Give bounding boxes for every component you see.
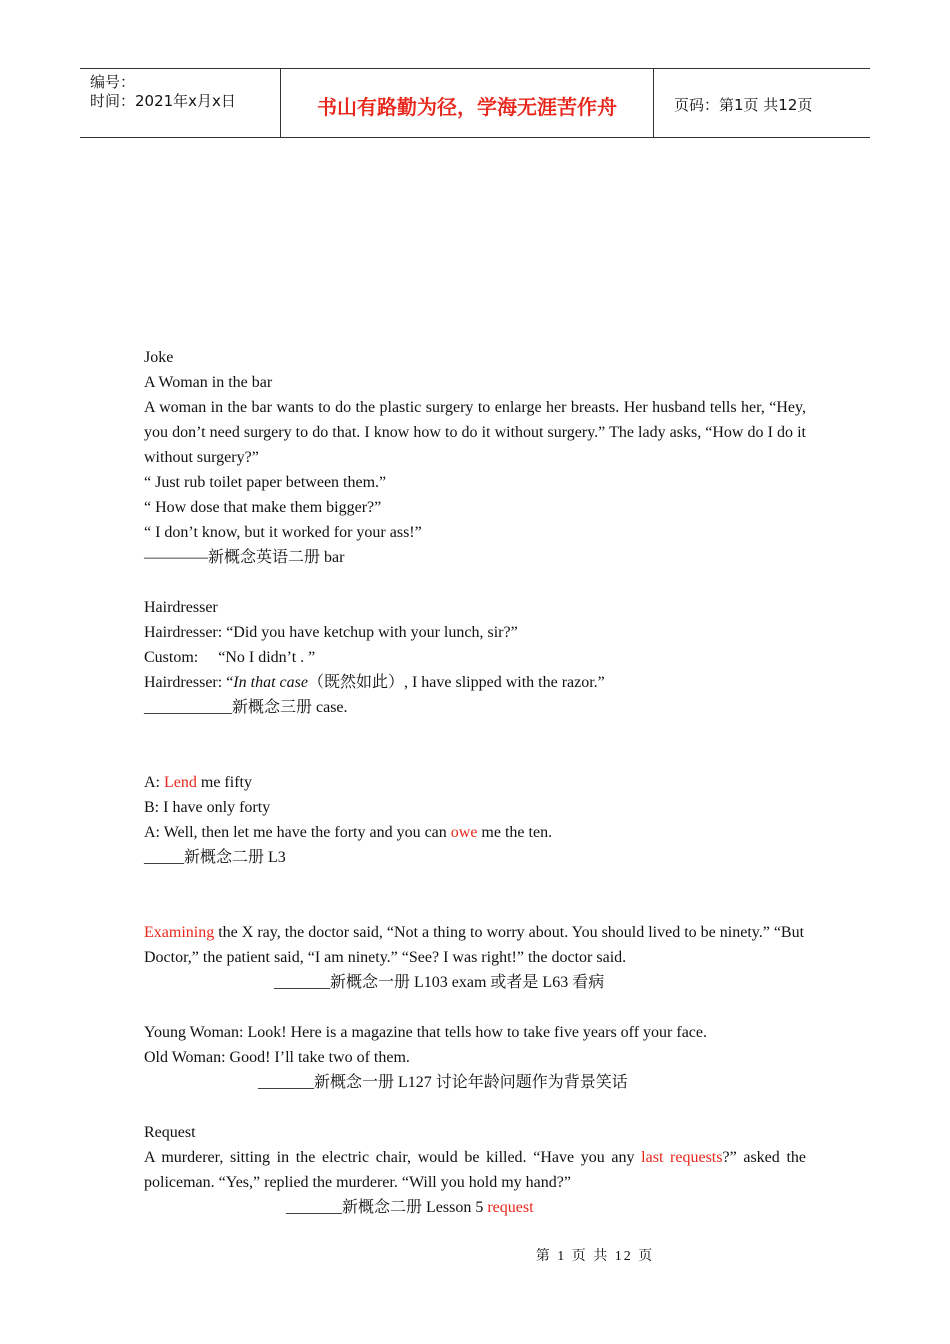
dialogue-line: Hairdresser: “Did you have ketchup with your lunch, sir?”	[144, 624, 518, 641]
page-info-text: 页码：第1页 共12页	[674, 95, 813, 114]
header-page-info	[664, 69, 870, 137]
speaker-text: A: Well, then let me have the forty and you can	[144, 824, 451, 841]
speaker-text: me the ten.	[477, 824, 553, 841]
highlight-word: Lend	[164, 774, 197, 791]
paragraph-text: ?” asked the policeman. “Yes,” replied the murderer. “Will you hold my hand?”	[144, 1149, 806, 1191]
joke-source: ___________新概念三册 case.	[144, 699, 348, 716]
joke-paragraph	[144, 1145, 806, 1195]
page-footer: 第 1 页 共 12 页	[535, 1249, 655, 1264]
highlight-word: request	[487, 1199, 534, 1216]
joke-paragraph: A woman in the bar wants to do the plastic surgery to enlarge her breasts. Her husband tells her, “Hey, you don’t need surgery to do that. I know how to do it without surgery.” The lady asks, “How do I do it without surgery?”	[144, 399, 806, 466]
header-meta-cell	[80, 69, 281, 137]
time-label: 时间：2021年x月x日	[90, 92, 236, 110]
italic-phrase: In that case	[233, 674, 308, 691]
joke-source: ————新概念英语二册 bar	[144, 549, 345, 566]
document-body	[144, 345, 806, 1220]
joke-paragraph	[144, 920, 806, 970]
joke-heading: Hairdresser	[144, 599, 218, 616]
joke-title: A Woman in the bar	[144, 374, 273, 391]
joke-line: “ Just rub toilet paper between them.”	[144, 474, 387, 491]
highlight-word: last requests	[641, 1149, 723, 1166]
header-motto: 书山有路勤为径，学海无涯苦作舟	[281, 69, 654, 137]
dialogue-line: Old Woman: Good! I’ll take two of them.	[144, 1049, 410, 1066]
paragraph-text: A murderer, sitting in the electric chair, would be killed. “Have you any	[144, 1149, 642, 1166]
header-table	[80, 68, 870, 138]
joke-line: “ I don’t know, but it worked for your ass!”	[144, 524, 422, 541]
source-text: _______新概念二册 Lesson 5	[286, 1199, 488, 1216]
joke-source: _______新概念一册 L103 exam 或者是 L63 看病	[274, 974, 605, 991]
dialogue-line: Young Woman: Look! Here is a magazine that tells how to take five years off your face.	[144, 1024, 707, 1041]
joke-heading: Joke	[144, 349, 174, 366]
dialogue-prefix: Hairdresser: “	[144, 674, 234, 691]
paragraph-text: the X ray, the doctor said, “Not a thing to worry about. You should lived to be ninety.” “But Doctor,” the patient said, “I am ninety.” “See? I was right!” the doctor said.	[144, 924, 805, 966]
joke-source: _______新概念一册 L127 讨论年龄问题作为背景笑话	[258, 1074, 628, 1091]
joke-source	[144, 1195, 806, 1220]
highlight-word: Examining	[144, 924, 215, 941]
joke-heading: Request	[144, 1124, 196, 1141]
speaker-text: A:	[144, 774, 164, 791]
dialogue-line: Custom: “No I didn’t . ”	[144, 649, 316, 666]
speaker-text: me fifty	[196, 774, 252, 791]
dialogue-line	[144, 670, 806, 695]
number-label: 编号：	[90, 73, 136, 91]
highlight-word: owe	[450, 824, 478, 841]
joke-line: “ How dose that make them bigger?”	[144, 499, 382, 516]
dialogue-line	[144, 770, 806, 795]
dialogue-suffix: （既然如此）, I have slipped with the razor.”	[307, 674, 605, 691]
dialogue-line	[144, 820, 806, 845]
joke-source: _____新概念二册 L3	[144, 849, 286, 866]
dialogue-line: B: I have only forty	[144, 799, 271, 816]
